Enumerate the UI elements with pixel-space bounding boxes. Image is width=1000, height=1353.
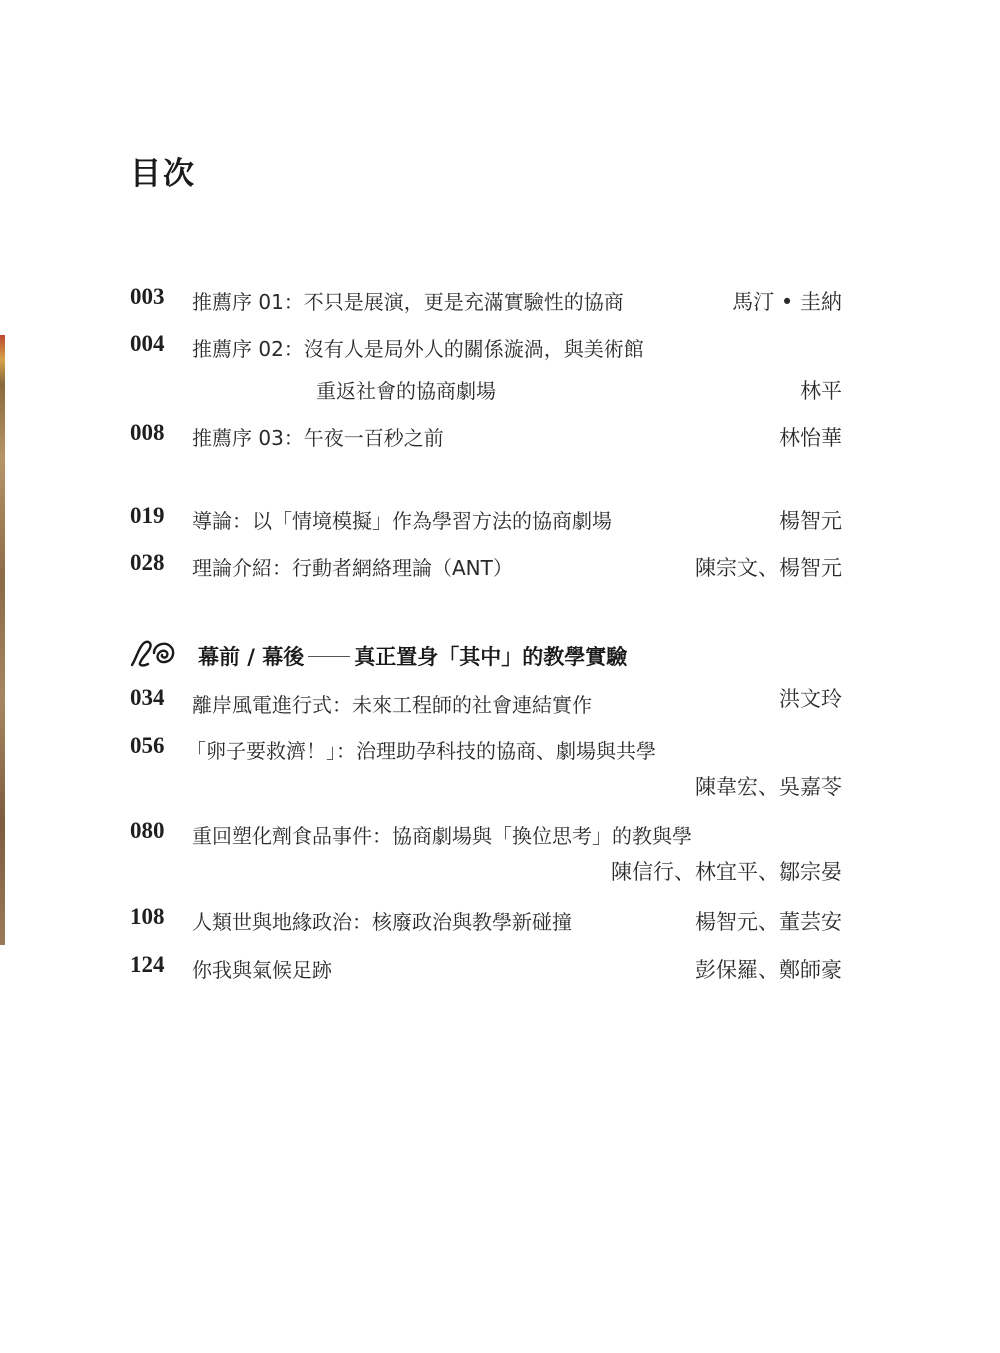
section-title-part1: 幕前 / 幕後 — [198, 645, 305, 669]
entry-author: 陳韋宏、吳嘉苓 — [695, 775, 842, 799]
toc-entry-034[interactable] — [130, 685, 842, 715]
entry-title: 離岸風電進行式：未來工程師的社會連結實作 — [192, 693, 592, 717]
section-title — [198, 641, 627, 671]
entry-title: 推薦序 02：沒有人是局外人的關係漩渦，與美術館 — [192, 337, 644, 361]
section-title-part2: 真正置身「其中」的教學實驗 — [354, 645, 628, 669]
entry-title: 理論介紹：行動者網絡理論（ANT） — [192, 556, 513, 580]
entry-title: 「卵子要救濟！」：治理助孕科技的協商、劇場與共學 — [186, 739, 656, 763]
entry-author: 林平 — [800, 379, 842, 403]
entry-title: 你我與氣候足跡 — [192, 958, 332, 982]
entry-title: 推薦序 01：不只是展演，更是充滿實驗性的協商 — [192, 290, 624, 314]
toc-entry-056[interactable] — [130, 733, 842, 803]
entry-title: 人類世與地緣政治：核廢政治與教學新碰撞 — [192, 910, 572, 934]
page-number: 004 — [130, 331, 165, 356]
em-dash — [308, 656, 350, 657]
page-number: 028 — [130, 550, 165, 575]
spiral-swirl-icon — [130, 637, 180, 669]
page-number: 034 — [130, 685, 165, 710]
toc-entry-008[interactable] — [130, 420, 842, 450]
cover-edge-strip — [0, 335, 5, 945]
page-number: 080 — [130, 818, 165, 843]
page-number: 108 — [130, 904, 165, 929]
page-title: 目次 — [130, 156, 196, 192]
toc-entry-080[interactable] — [130, 818, 842, 888]
page-number: 124 — [130, 952, 165, 977]
entry-title-line2: 重返社會的協商劇場 — [316, 379, 496, 403]
toc-entry-108[interactable] — [130, 904, 842, 934]
toc-entry-028[interactable] — [130, 550, 842, 580]
entry-author: 楊智元 — [779, 509, 842, 533]
entry-author: 洪文玲 — [779, 687, 842, 711]
page-number: 008 — [130, 420, 165, 445]
toc-entry-124[interactable] — [130, 952, 842, 982]
toc-entry-019[interactable] — [130, 503, 842, 533]
page-number: 056 — [130, 733, 165, 758]
entry-author: 彭保羅、鄭師豪 — [695, 958, 842, 982]
entry-author: 陳信行、林宜平、鄒宗晏 — [611, 860, 842, 884]
entry-title: 推薦序 03：午夜一百秒之前 — [192, 426, 444, 450]
entry-author: 陳宗文、楊智元 — [695, 556, 842, 580]
entry-author: 楊智元、董芸安 — [695, 910, 842, 934]
entry-title: 導論：以「情境模擬」作為學習方法的協商劇場 — [192, 509, 612, 533]
page-number: 019 — [130, 503, 165, 528]
toc-entry-003[interactable] — [130, 284, 842, 314]
entry-title: 重回塑化劑食品事件：協商劇場與「換位思考」的教與學 — [192, 824, 692, 848]
section-heading — [130, 637, 842, 673]
toc-entry-004[interactable] — [130, 331, 842, 403]
page-number: 003 — [130, 284, 165, 309]
entry-author: 林怡華 — [779, 426, 842, 450]
entry-author: 馬汀 • 圭納 — [732, 290, 842, 314]
